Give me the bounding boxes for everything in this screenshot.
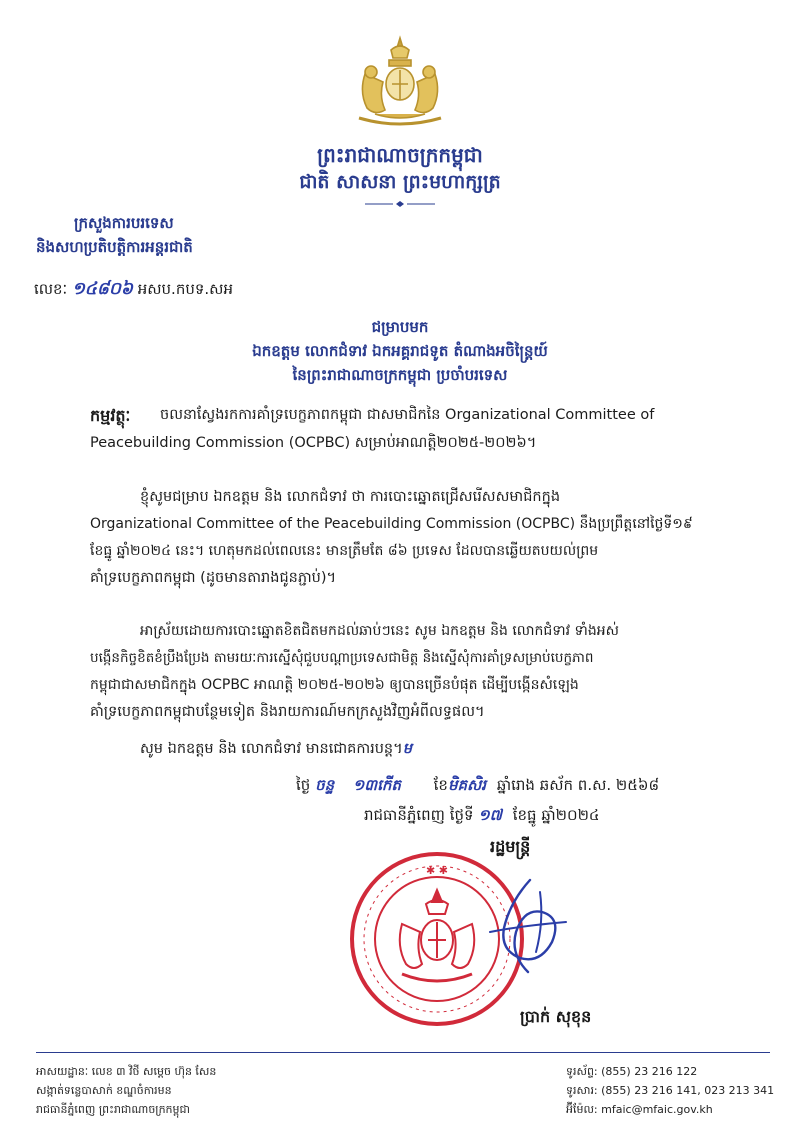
address-line: សង្កាត់ទន្លេបាសាក់ ខណ្ឌចំការមន bbox=[36, 1084, 172, 1097]
email-label: អ៊ីម៉ែល: bbox=[566, 1103, 598, 1116]
address-line: រាជធានីភ្នំពេញ ព្រះរាជាណាចក្រកម្ពុជា bbox=[36, 1103, 190, 1116]
closing-text: សូម ឯកឧត្តម និង លោកជំទាវ មានជោគការបន្ត។ bbox=[140, 741, 403, 757]
day-number: ១៧ bbox=[478, 806, 502, 824]
signatory-title: រដ្ឋមន្ត្រី bbox=[490, 837, 531, 856]
ornament-divider-icon bbox=[363, 200, 437, 208]
reference-line bbox=[34, 278, 233, 303]
subject-label: កម្មវត្ថុៈ bbox=[90, 406, 131, 425]
paragraph-2-line: គាំទ្របេក្ខភាពកម្ពុជាបន្ថែមទៀត និងរាយការណ៍មកក្រសួងវិញអំពីលទ្ធផល។ bbox=[90, 704, 485, 720]
recipient-line-1: ឯកឧត្តម លោកជំទាវ ឯកអគ្គរាជទូត តំណាងអចិន្ត្រៃយ៍ bbox=[252, 342, 548, 360]
footer-address bbox=[36, 1062, 366, 1119]
recipient-greeting: ជម្រាបមក bbox=[371, 318, 429, 336]
email-row bbox=[566, 1100, 776, 1119]
paragraph-1-line: ខ្ញុំសូមជម្រាប ឯកឧត្តម និង លោកជំទាវ ថា ការបោះឆ្នោតជ្រើសរើសសមាជិកក្នុង bbox=[140, 489, 561, 505]
fax-label: ទូរសារ: bbox=[566, 1084, 598, 1097]
signature-icon bbox=[470, 872, 580, 982]
svg-text:✱ ✱: ✱ ✱ bbox=[426, 864, 448, 877]
lunar-day: ១៣កើត bbox=[352, 776, 401, 794]
month-year: ខែធ្នូ ឆ្នាំ២០២៤ bbox=[512, 806, 600, 824]
lunar-year: ឆ្នាំរោង ឆស័ក ព.ស. ២៥៦៨ bbox=[496, 776, 660, 794]
city-date-line bbox=[364, 806, 600, 828]
lunar-day-label: ថ្ងៃ bbox=[296, 776, 311, 794]
city-date-prefix: រាជធានីភ្នំពេញ ថ្ងៃទី bbox=[364, 806, 474, 824]
ministry-name-line1: ក្រសួងការបរទេស bbox=[74, 214, 174, 232]
phone-row bbox=[566, 1062, 776, 1081]
lunar-month: មិគសិរ bbox=[447, 776, 487, 794]
closing-mark: ម bbox=[402, 741, 412, 757]
paragraph-2-line: កម្ពុជាជាសមាជិកក្នុង OCPBC អាណត្តិ ២០២៥-២០២៦ ឲ្យបានច្រើនបំផុត ដើម្បីបង្កើនសំឡេង bbox=[90, 677, 579, 693]
paragraph-1-line: ខែធ្នូ ឆ្នាំ២០២៤ នេះ។ ហេតុមកដល់ពេលនេះ មានត្រឹមតែ ៨៦ ប្រទេស ដែលបានឆ្លើយតបយល់ព្រម bbox=[90, 543, 599, 559]
paragraph-1-line: គាំទ្របេក្ខភាពកម្ពុជា (ដូចមានតារាងជូនភ្ជាប់)។ bbox=[90, 570, 337, 586]
lunar-weekday: ចន្ទ bbox=[315, 776, 335, 794]
fax-row bbox=[566, 1081, 776, 1100]
phone-label: ទូរស័ព្ទ: bbox=[566, 1065, 598, 1078]
reference-number: ១៤៨០៦ bbox=[71, 279, 133, 299]
paragraph-1 bbox=[90, 484, 780, 592]
paragraph-1-line: Organizational Committee of the Peacebuilding Commission (OCPBC) នឹងប្រព្រឹត្តនៅថ្ងៃទី១៩ bbox=[90, 516, 693, 532]
ministry-name-line2: និងសហប្រតិបត្តិការអន្តរជាតិ bbox=[36, 238, 193, 256]
subject-line-2: Peacebuilding Commission (OCPBC) សម្រាប់អាណត្តិ២០២៥-២០២៦។ bbox=[90, 435, 537, 451]
phone-number: (855) 23 216 122 bbox=[601, 1065, 698, 1078]
kingdom-title: ព្រះរាជាណាចក្រកម្ពុជា bbox=[317, 143, 483, 167]
reference-label: លេខៈ bbox=[34, 280, 68, 298]
lunar-date-line bbox=[296, 776, 659, 798]
closing-line bbox=[140, 736, 412, 763]
paragraph-2-line: បង្កើនកិច្ចខិតខំប្រឹងប្រែង តាមរយៈការស្នើសុំជួបបណ្ដាប្រទេសជាមិត្ត និងស្នើសុំការគាំទ្រសម្រាប់បេក្ខភាព bbox=[90, 650, 594, 666]
paragraph-2 bbox=[90, 618, 780, 726]
recipient-line-2: នៃព្រះរាជាណាចក្រកម្ពុជា ប្រចាំបរទេស bbox=[292, 366, 508, 384]
subject-line-1: ចលនាស្វែងរកការគាំទ្របេក្ខភាពកម្ពុជា ជាសមាជិកនៃ Organizational Committee of bbox=[160, 407, 655, 423]
signatory-name: ប្រាក់ សុខុន bbox=[520, 1007, 592, 1026]
reference-suffix: អសប.កបទ.សអ bbox=[137, 280, 233, 298]
lunar-month-label: ខែ bbox=[433, 776, 448, 794]
national-motto: ជាតិ សាសនា ព្រះមហាក្សត្រ bbox=[299, 171, 501, 193]
email-address[interactable]: mfaic@mfaic.gov.kh bbox=[601, 1103, 713, 1116]
footer-contacts bbox=[566, 1062, 776, 1119]
footer-divider bbox=[36, 1052, 770, 1053]
royal-emblem-icon bbox=[345, 34, 455, 134]
paragraph-2-line: អាស្រ័យដោយការបោះឆ្នោតខិតជិតមកដល់ឆាប់ៗនេះ សូម ឯកឧត្តម និង លោកជំទាវ ទាំងអស់ bbox=[140, 623, 619, 639]
fax-number: (855) 23 216 141, 023 213 341 bbox=[601, 1084, 775, 1097]
address-line: អាសយដ្ឋានៈ លេខ ៣ វិថី សម្ដេច ហ៊ុន សែន bbox=[36, 1065, 217, 1078]
